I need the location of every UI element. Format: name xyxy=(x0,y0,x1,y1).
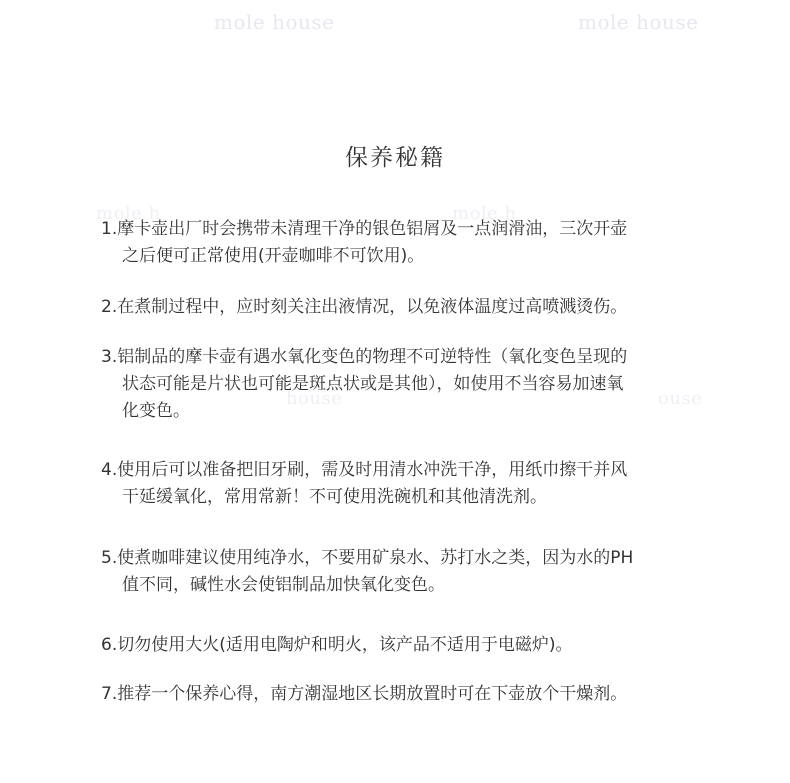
watermark-text: house xyxy=(286,388,343,409)
care-tip-line: 3.铝制品的摩卡壶有遇水氧化变色的物理不可逆特性（氧化变色呈现的 xyxy=(101,347,628,367)
care-tip-2 xyxy=(101,294,701,321)
care-tip-line: 2.在煮制过程中，应时刻关注出液情况，以免液体温度过高喷溅烫伤。 xyxy=(101,297,628,317)
care-tip-line: 1.摩卡壶出厂时会携带未清理干净的银色铝屑及一点润滑油，三次开壶 xyxy=(101,219,628,239)
watermark-text: ouse xyxy=(658,388,703,409)
care-tip-4 xyxy=(101,457,701,511)
watermark-text: mole house xyxy=(578,10,699,34)
care-tip-line: 6.切勿使用大火(适用电陶炉和明火，该产品不适用于电磁炉)。 xyxy=(101,635,573,655)
care-tip-line: 5.使煮咖啡建议使用纯净水，不要用矿泉水、苏打水之类，因为水的PH xyxy=(101,548,634,568)
care-tip-7 xyxy=(101,681,701,708)
care-tip-line: 值不同，碱性水会使铝制品加快氧化变色。 xyxy=(122,575,445,595)
care-tip-line: 干延缓氧化，常用常新！不可使用洗碗机和其他清洗剂。 xyxy=(122,487,547,507)
care-tip-3 xyxy=(101,344,701,425)
care-tip-6 xyxy=(101,632,701,659)
page-title: 保养秘籍 xyxy=(345,145,445,171)
care-tip-5 xyxy=(101,545,701,599)
care-tip-1 xyxy=(101,216,701,270)
care-tip-line: 状态可能是片状也可能是斑点状或是其他），如使用不当容易加速氧 xyxy=(122,374,624,394)
watermark-text: mole house xyxy=(214,10,335,34)
care-tip-line: 7.推荐一个保养心得，南方潮湿地区长期放置时可在下壶放个干燥剂。 xyxy=(101,684,628,704)
watermark-text: mole h xyxy=(452,203,517,224)
watermark-text: mole h xyxy=(96,203,161,224)
care-tip-line: 之后便可正常使用(开壶咖啡不可饮用)。 xyxy=(122,246,425,266)
care-tip-line: 化变色。 xyxy=(122,401,190,421)
care-tip-line: 4.使用后可以准备把旧牙刷，需及时用清水冲洗干净，用纸巾擦干并风 xyxy=(101,460,628,480)
